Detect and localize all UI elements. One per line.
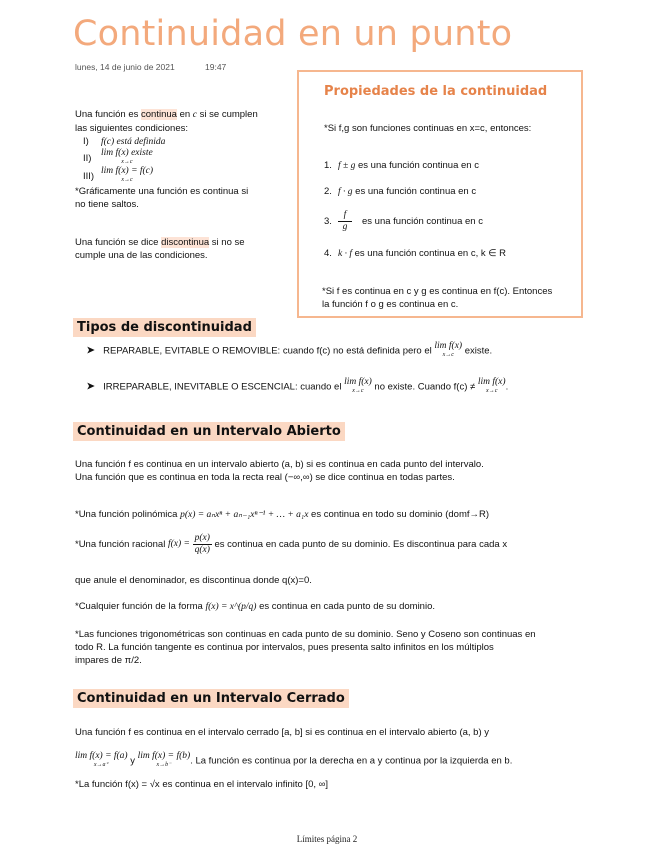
graph-note-line2: no tiene saltos.	[75, 199, 139, 210]
graph-note: *Gráficamente una función es continua si	[75, 186, 249, 197]
power-note: *Cualquier función de la forma f(x) = x^(p/q) es continua en cada punto de su dominio.	[75, 601, 435, 612]
date-stamp: lunes, 14 de junio de 2021	[75, 62, 175, 72]
properties-title: Propiedades de la continuidad	[324, 84, 548, 99]
property-4: 4. k · f es una función continua en c, k ∈ R	[324, 248, 507, 259]
page-footer: Límites página 2	[296, 834, 358, 844]
properties-intro: *Si f,g son funciones continuas en x=c, entonces:	[324, 123, 532, 134]
rational-note-line2: que anule el denominador, es discontinua donde q(x)=0.	[75, 575, 312, 586]
arrow-bullet-icon: ➤	[86, 380, 96, 393]
bullet-irreparable: ➤ IRREPARABLE, INEVITABLE O ESCENCIAL: cuando el lim f(x) x→c no existe. Cuando f(c) ≠ lim f(x) x→c .	[86, 377, 509, 394]
cerrado-definition: Una función f es continua en el intervalo cerrado [a, b] si es continua en el intervalo abierto (a, b) y	[75, 727, 490, 738]
polynomial-note: *Una función polinómica p(x) = aₙxⁿ + aₙ₋₁xⁿ⁻¹ + … + a₁x es continua en todo su dominio (domf→R)	[75, 509, 490, 520]
definition-intro-line2: las siguientes condiciones:	[75, 123, 189, 134]
property-1: 1. f ± g es una función continua en c	[324, 160, 479, 171]
rational-note: *Una función racional f(x) = $\frac{p(x)}{q(x)}$ es continua en cada punto de su dominio. Es discontinua para cada x	[75, 533, 508, 555]
page-title: Continuidad en un punto	[73, 14, 513, 54]
cerrado-limits: lim f(x) = f(a) x→a⁺ y lim f(x) = f(b) x→b⁻ . La función es continua por la derecha en a y continua por la izquierda en b.	[75, 751, 513, 768]
bullet-reparable: ➤ REPARABLE, EVITABLE O REMOVIBLE: cuando f(c) no está definida pero el lim f(x) x→c existe.	[86, 341, 493, 358]
condition-1: I) f(c) está definida	[83, 136, 166, 147]
property-2: 2. f · g es una función continua en c	[324, 186, 477, 197]
time-stamp: 19:47	[205, 62, 227, 72]
section-tipos-heading: Tipos de discontinuidad	[73, 318, 256, 336]
arrow-bullet-icon: ➤	[86, 344, 96, 357]
discontinuity-definition: Una función se dice discontinua si no se cumple una de las condiciones.	[75, 237, 245, 261]
composition-note: *Si f es continua en c y g es continua en f(c). Entonces la función f o g es continua en c.	[322, 286, 553, 310]
definition-intro: Una función es continua en c si se cumplen	[75, 109, 258, 120]
property-3: 3. $\frac{f}{g}$ es una función continua en c	[324, 210, 483, 232]
condition-2: II) lim f(x) existe x→c	[83, 148, 153, 165]
abierto-definition: Una función f es continua en un intervalo abierto (a, b) si es continua en cada punto del intervalo. Una función que es continua en toda la recta real (−∞,∞) se dice continua en todas partes.	[75, 459, 484, 483]
section-abierto-heading: Continuidad en un Intervalo Abierto	[73, 422, 345, 440]
section-cerrado-heading: Continuidad en un Intervalo Cerrado	[73, 689, 349, 707]
condition-3: III) lim f(x) = f(c) x→c	[83, 166, 154, 183]
trig-note: *Las funciones trigonométricas son continuas en cada punto de su dominio. Seno y Coseno son continuas en todo R. La función tangente es continua por intervalos, pues presenta salto infinitos en los múltiplos impares de π/2.	[75, 629, 536, 666]
sqrt-note: *La función f(x) = √x es continua en el intervalo infinito [0, ∞]	[75, 779, 329, 790]
definition-block	[75, 108, 290, 211]
